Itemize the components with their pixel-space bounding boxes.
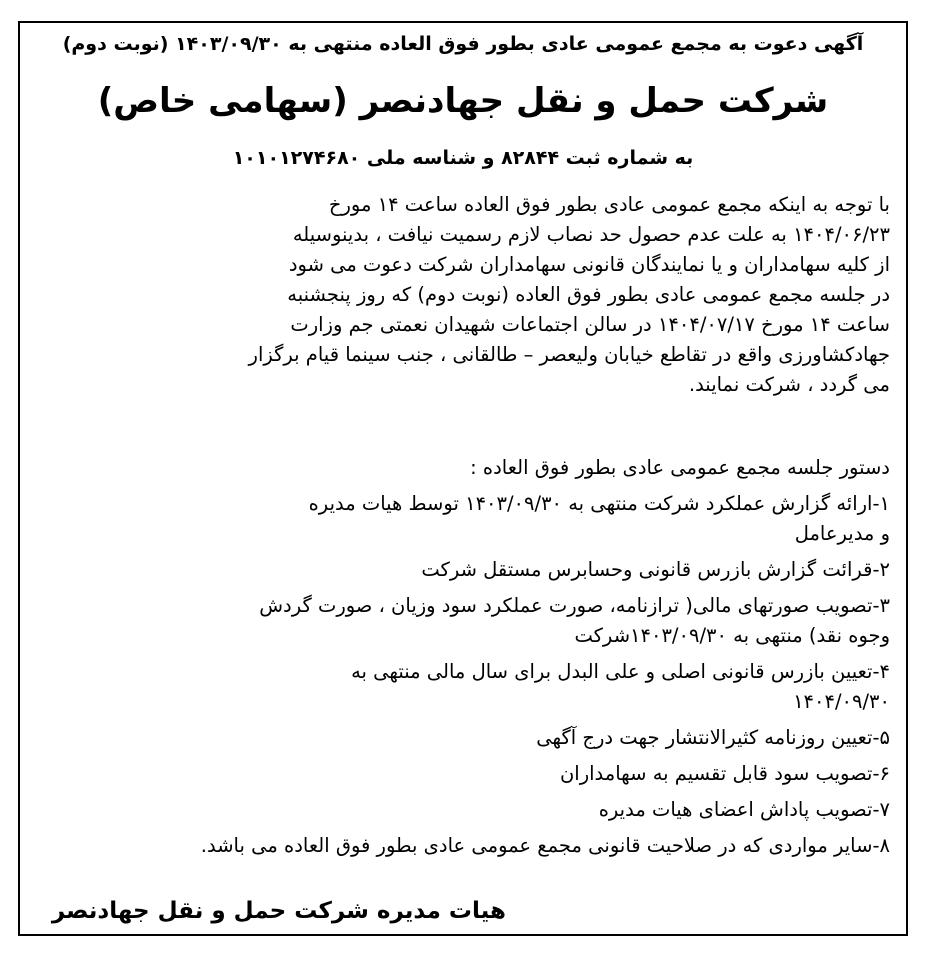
agenda-item-line: ۶-تصویب سود قابل تقسیم به سهامداران bbox=[559, 762, 890, 785]
body-line: ساعت ۱۴ مورخ ۱۴۰۴/۰۷/۱۷ در سالن اجتماعات شهیدان نعمتی جم وزارت bbox=[290, 313, 890, 336]
agenda-heading: دستور جلسه مجمع عمومی عادی بطور فوق العاده : bbox=[470, 456, 890, 479]
agenda-item-line: ۵-تعیین روزنامه کثیرالانتشار جهت درج آگهی bbox=[536, 726, 890, 749]
notice-frame bbox=[18, 21, 908, 936]
body-line: جهادکشاورزی واقع در تقاطع خیابان ولیعصر – طالقانی ، جنب سینما قیام برگزار bbox=[248, 343, 890, 366]
board-signature: هیات مدیره شرکت حمل و نقل جهادنصر bbox=[51, 898, 506, 924]
agenda-item-line: ۱-ارائه گزارش عملکرد شرکت منتهی به ۱۴۰۳/۰۹/۳۰ توسط هیات مدیره bbox=[308, 492, 890, 515]
body-line: ۱۴۰۴/۰۶/۲۳ به علت عدم حصول حد نصاب لازم رسمیت نیافت ، بدینوسیله bbox=[292, 223, 890, 246]
agenda-item-line: ۲-قرائت گزارش بازرس قانونی وحسابرس مستقل شرکت bbox=[421, 558, 890, 581]
agenda-item bbox=[36, 657, 890, 717]
agenda-item-line: وجوه نقد) منتهی به ۱۴۰۳/۰۹/۳۰شرکت bbox=[574, 624, 890, 647]
agenda-item-line: ۳-تصویب صورتهای مالی( ترازنامه، صورت عملکرد سود وزیان ، صورت گردش bbox=[259, 594, 890, 617]
agenda-item-line: ۷-تصویب پاداش اعضای هیات مدیره bbox=[598, 798, 890, 821]
agenda-item bbox=[36, 723, 890, 753]
body-line: می گردد ، شرکت نمایند. bbox=[688, 373, 890, 396]
agenda-item-line: ۱۴۰۴/۰۹/۳۰ bbox=[793, 690, 890, 713]
body-line: با توجه به اینکه مجمع عمومی عادی بطور فوق العاده ساعت ۱۴ مورخ bbox=[328, 193, 890, 216]
invitation-heading: آگهی دعوت به مجمع عمومی عادی بطور فوق العاده منتهی به ۱۴۰۳/۰۹/۳۰ (نوبت دوم) bbox=[62, 33, 864, 55]
agenda-item bbox=[36, 795, 890, 825]
body-line: در جلسه مجمع عمومی عادی بطور فوق العاده (نوبت دوم) که روز پنجشنبه bbox=[287, 283, 890, 306]
agenda-item bbox=[36, 759, 890, 789]
agenda-item-line: ۴-تعیین بازرس قانونی اصلی و علی البدل برای سال مالی منتهی به bbox=[351, 660, 890, 683]
company-title: شرکت حمل و نقل جهادنصر (سهامی خاص) bbox=[97, 81, 829, 121]
body-line: از کلیه سهامداران و یا نمایندگان قانونی سهامداران شرکت دعوت می شود bbox=[288, 253, 890, 276]
agenda-item-line: و مدیرعامل bbox=[794, 522, 890, 545]
agenda-item bbox=[36, 489, 890, 549]
agenda bbox=[36, 453, 890, 861]
agenda-item bbox=[36, 555, 890, 585]
agenda-item bbox=[36, 831, 890, 861]
registration-info: به شماره ثبت ۸۲۸۴۴ و شناسه ملی ۱۰۱۰۱۲۷۴۶۸۰ bbox=[232, 147, 694, 169]
agenda-item bbox=[36, 591, 890, 651]
notice-body bbox=[36, 190, 890, 400]
agenda-item-line: ۸-سایر مواردی که در صلاحیت قانونی مجمع عمومی عادی بطور فوق العاده می باشد. bbox=[200, 834, 890, 857]
